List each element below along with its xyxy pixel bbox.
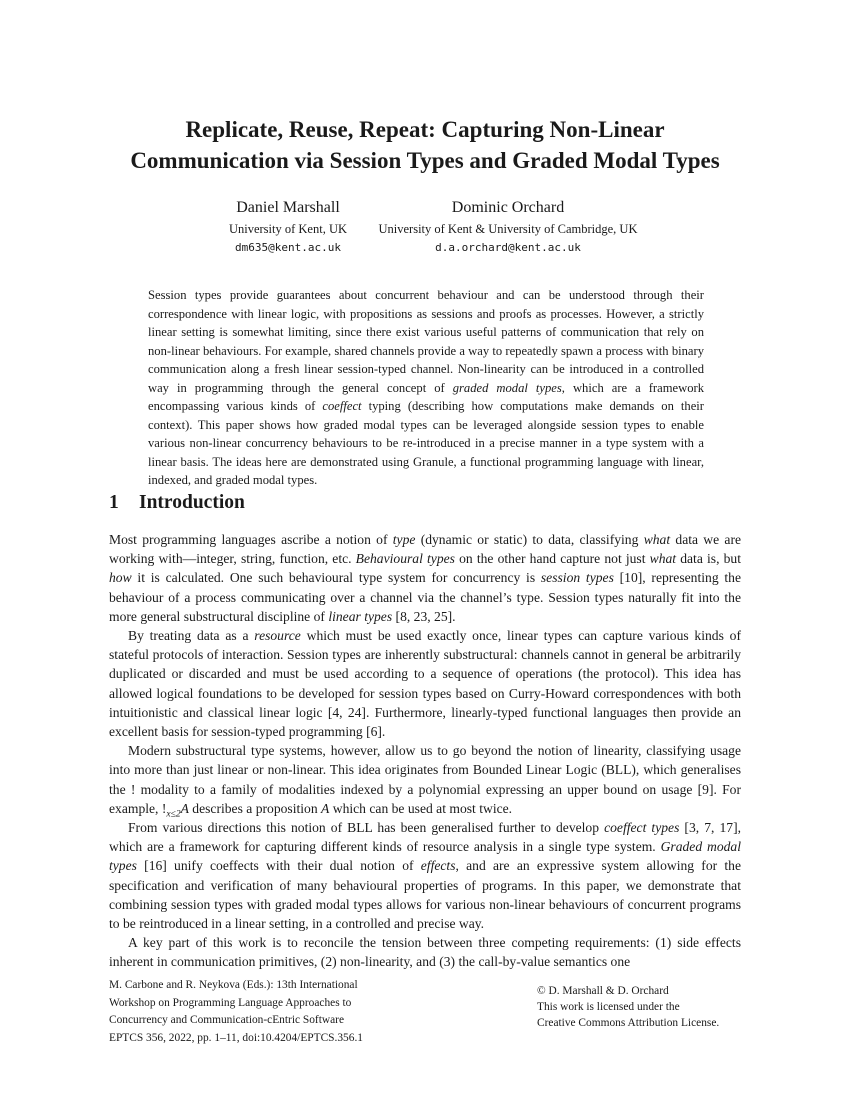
body-emphasis: A (180, 800, 189, 816)
body-text: [16] unify coeffects with their dual notion of (136, 858, 421, 874)
body-text: which must be used exactly once, linear types can capture various kinds of stateful protocols of interaction. Session types are inherently substructural: channels cannot in general be arbitrarily duplicated or discarded and must be used according to a sequence of operations (the protocol). This idea has allowed logical foundations to be developed for session types based on Curry-Howard correspondences with both intuitionistic and classical linear logic [4, 24]. Furthermore, linearly-typed functional languages then provide an excellent basis for session-typed programming [6]. (109, 628, 741, 740)
body-text: , and are an expressive system allowing for the specification and verification of many behavioural properties of programs. In this paper, we demonstrate that combining session types with graded modal types allows for various non-linear behaviours of concurrent programs to be reintroduced in a linear setting, in a controlled and precise way. (109, 858, 742, 932)
abstract-emphasis: coeffect (322, 399, 362, 413)
abstract-text: typing (describing how computations make demands on their context). This paper shows how graded modal types can be leveraged alongside session types to enable various non-linear concurrency behaviours to be re-introduced in a precise manner in a type system with a linear basis. The ideas here are demonstrated using Granule, a functional programming language with linear, indexed, and graded modal types. (148, 399, 704, 487)
author-affiliation: University of Kent, UK (228, 222, 348, 236)
abstract-text: Session types provide guarantees about concurrent behaviour and can be understood through their correspondence with linear logic, with propositions as sessions and proofs as processes. However, a strictly linear setting is somewhat limiting, since there exist various useful patterns of communication that rely on non-linear behaviours. For example, shared channels provide a way to repeatedly spawn a process with binary communication along a fresh linear session-typed channel. Non-linearity can be introduced in a controlled way in programming through the general concept of (148, 288, 704, 395)
abstract-emphasis: graded modal types (452, 380, 562, 395)
body-emphasis: resource (254, 628, 301, 644)
body-text: data we are working with—integer, string, function, etc. (109, 532, 742, 567)
license-line[interactable]: Creative Commons Attribution License. (537, 1017, 720, 1029)
body-text: A key part of this work is to reconcile the tension between three competing requirements: (1) side effects inherent in communication primitives, (2) non-linearity, and (3) the call-by-value semantics one (109, 935, 741, 970)
body-emphasis: A (321, 800, 330, 816)
body-text: which can be used at most twice. (329, 800, 513, 816)
body-text: describes a proposition (188, 800, 322, 816)
abstract-text: , which are a framework encompassing various kinds of (148, 380, 704, 413)
title-line-1: Replicate, Reuse, Repeat: Capturing Non-Linear (185, 117, 665, 142)
body-text: it is calculated. One such behavioural type system for concurrency is (131, 570, 541, 586)
body-emphasis: linear types (328, 608, 393, 624)
author-affiliation: University of Kent & University of Cambridge, UK (378, 222, 638, 236)
body-emphasis: Graded modal types (109, 839, 741, 874)
paragraph-3 (109, 741, 741, 818)
author-block-2 (370, 197, 646, 257)
body-emphasis: what (649, 551, 677, 567)
body-text: [3, 7, 17], which are a framework for capturing different kinds of resource analysis in a single type system. (109, 820, 741, 855)
body-text: Modern substructural type systems, however, allow us to go beyond the notion of linearity, classifying usage into more than just linear or non-linear. This idea originates from Bounded Linear Logic (BLL), which generalises the ! modality to a family of modalities indexed by a polynomial expressing an upper bound on usage [9]. For example, ! (109, 743, 741, 816)
body-text: [8, 23, 25]. (392, 608, 456, 624)
paper-title (60, 114, 790, 176)
body-text: [10], representing the behaviour of a process communicating over a channel via the channel’s type. Session types naturally fit into the more general substructural discipline of (109, 570, 741, 624)
body-text: From various directions this notion of BLL has been generalised further to develop (128, 820, 605, 836)
author-name: Dominic Orchard (451, 199, 565, 216)
body-emphasis: effects (420, 858, 456, 874)
title-line-2: Communication via Session Types and Graded Modal Types (130, 148, 720, 173)
body-text: (dynamic or static) to data, classifying (415, 532, 644, 547)
paragraph-5 (109, 933, 741, 971)
body-emphasis: Behavioural types (355, 551, 455, 567)
body-emphasis: what (643, 532, 671, 547)
body-emphasis: how (109, 570, 132, 586)
author-block-1 (188, 197, 388, 257)
author-email[interactable]: d.a.orchard@kent.ac.uk (435, 241, 581, 254)
section-title-text: Introduction (139, 492, 245, 513)
section-number: 1 (109, 492, 119, 513)
body-emphasis: coeffect types (604, 820, 680, 836)
body-text: data is, but (676, 551, 741, 567)
paragraph-4 (109, 818, 741, 933)
paragraph-1 (109, 530, 741, 626)
body-text: on the other hand capture not just (454, 551, 650, 567)
body-text: Most programming languages ascribe a notion of (109, 532, 393, 547)
section-heading (109, 492, 245, 514)
publication-info (109, 977, 409, 1047)
author-name: Daniel Marshall (236, 199, 340, 216)
author-email[interactable]: dm635@kent.ac.uk (235, 241, 341, 254)
copyright-line: © D. Marshall & D. Orchard (537, 985, 669, 997)
body-text: By treating data as a (128, 628, 255, 644)
section-body (109, 530, 741, 972)
license-info (537, 983, 767, 1031)
body-emphasis: session types (540, 570, 614, 586)
publication-line: Concurrency and Communication-cEntric Software (109, 1014, 345, 1026)
abstract (148, 286, 704, 490)
license-line: This work is licensed under the (537, 1001, 680, 1013)
publication-line: EPTCS 356, 2022, pp. 1–11, doi:10.4204/EPTCS.356.1 (109, 1031, 363, 1044)
publication-line: M. Carbone and R. Neykova (Eds.): 13th International (109, 979, 358, 991)
math-subscript: x≤2 (166, 809, 181, 820)
body-emphasis: type (392, 532, 416, 547)
paragraph-2 (109, 626, 741, 741)
publication-line: Workshop on Programming Language Approaches to (109, 996, 352, 1009)
